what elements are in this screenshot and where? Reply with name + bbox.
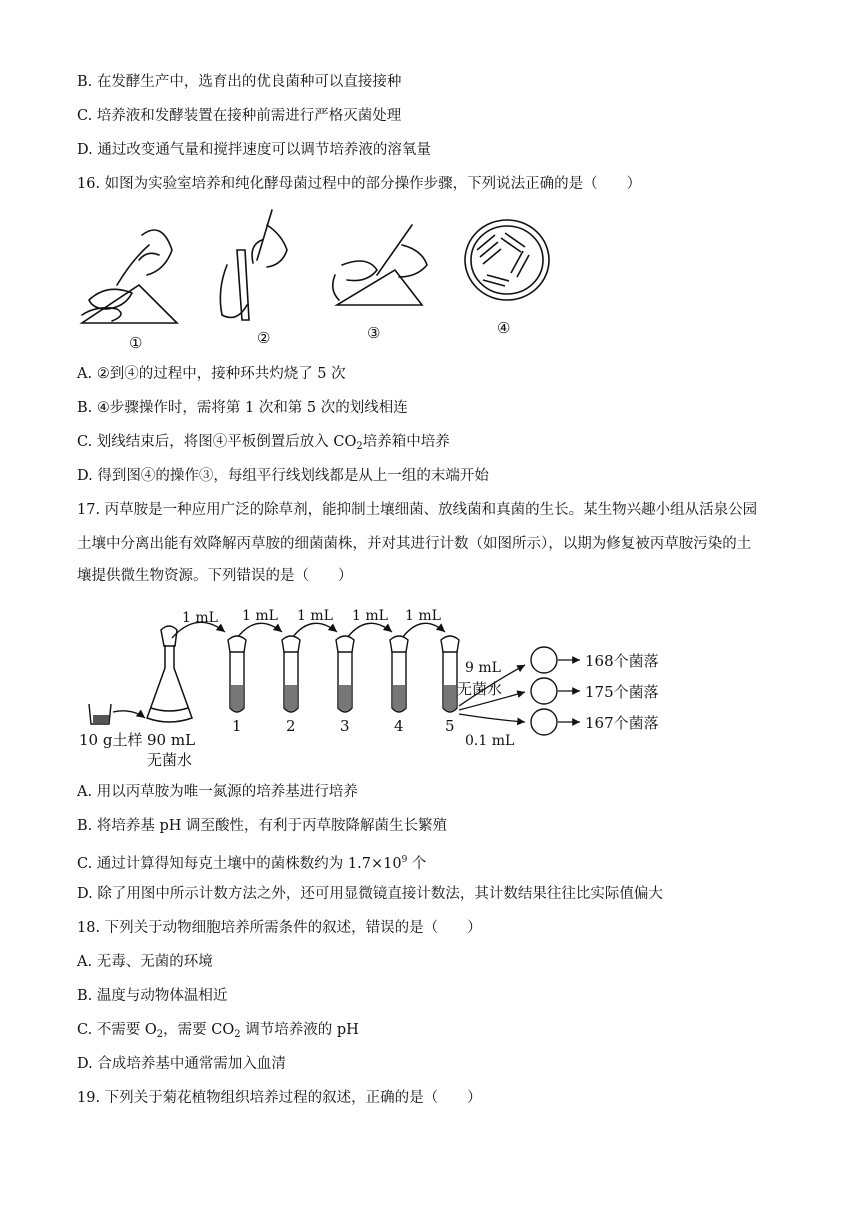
q16-option-d: D. 得到图④的操作③，每组平行线划线都是从上一组的末端开始	[77, 468, 489, 484]
tube-1	[228, 636, 246, 712]
step2-drawing	[220, 210, 287, 320]
step-label-1: ①	[129, 334, 143, 352]
colony-count-1: 168个菌落	[585, 652, 659, 670]
tube-volume-label: 9 mL	[465, 660, 501, 676]
test-tubes	[228, 636, 459, 712]
tube-label-1: 1	[232, 717, 242, 735]
q17-stem-line2: 土壤中分离出能有效降解丙草胺的细菌菌株，并对其进行计数（如图所示），以期为修复被丙草胺污染的土	[77, 536, 752, 552]
tube-water-label: 无菌水	[457, 680, 503, 698]
q17-option-b: B. 将培养基 pH 调至酸性，有利于丙草胺降解菌生长繁殖	[77, 818, 448, 834]
colony-count-2: 175个菌落	[585, 683, 659, 701]
q15-option-c: C. 培养液和发酵装置在接种前需进行严格灭菌处理	[77, 108, 402, 124]
transfer-label-4: 1 mL	[352, 608, 388, 624]
plate-1	[531, 647, 557, 673]
transfer-label-2: 1 mL	[242, 608, 278, 624]
tube-label-2: 2	[286, 717, 296, 735]
tube-3	[336, 636, 354, 712]
q17-option-c: C. 通过计算得知每克土壤中的菌株数约为 $1.7\times 10^9$ 个	[77, 855, 427, 872]
tube-5	[441, 636, 459, 712]
flask-water-label: 无菌水	[147, 751, 193, 769]
tube-label-4: 4	[394, 717, 404, 735]
q18-option-d: D. 合成培养基中通常需加入血清	[77, 1056, 286, 1072]
q18-stem: 18. 下列关于动物细胞培养所需条件的叙述，错误的是（ ）	[77, 920, 482, 936]
transfer-label-1: 1 mL	[182, 610, 218, 626]
step-label-3: ③	[367, 324, 381, 342]
q19-stem: 19. 下列关于菊花植物组织培养过程的叙述，正确的是（ ）	[77, 1090, 482, 1106]
q16-figure	[77, 205, 567, 355]
flask	[147, 626, 192, 722]
soil-label: 10 g土样	[79, 731, 143, 749]
step3-drawing	[333, 225, 427, 305]
q16-option-c: C. 划线结束后，将图④平板倒置后放入 $CO_2$培养箱中培养	[77, 434, 450, 452]
q17-stem-line3: 壤提供微生物资源。下列错误的是（ ）	[77, 568, 353, 584]
step4-petri-dish	[465, 220, 549, 300]
step1-drawing	[82, 230, 177, 323]
plates	[531, 647, 557, 735]
q18-option-b: B. 温度与动物体温相近	[77, 988, 228, 1004]
tube-4	[390, 636, 408, 712]
colony-count-3: 167个菌落	[585, 714, 659, 732]
q16-stem: 16. 如图为实验室培养和纯化酵母菌过程中的部分操作步骤，下列说法正确的是（ ）	[77, 176, 642, 192]
q15-option-d: D. 通过改变通气量和搅拌速度可以调节培养液的溶氧量	[77, 142, 431, 158]
transfer-label-5: 1 mL	[405, 608, 441, 624]
q16-option-a: A. ②到④的过程中，接种环共灼烧了 5 次	[77, 366, 346, 382]
transfer-label-3: 1 mL	[297, 608, 333, 624]
step-label-2: ②	[257, 329, 271, 347]
flask-volume-label: 90 mL	[147, 731, 196, 749]
soil-beaker	[89, 704, 111, 724]
q17-dilution-figure	[77, 600, 677, 770]
q18-option-a: A. 无毒、无菌的环境	[77, 954, 213, 970]
q16-option-b: B. ④步骤操作时，需将第 1 次和第 5 次的划线相连	[77, 400, 408, 416]
plating-volume-label: 0.1 mL	[465, 733, 515, 749]
tube-label-3: 3	[340, 717, 350, 735]
q18-option-c: C. 不需要 $O_2$，需要 $CO_2$ 调节培养液的 pH	[77, 1022, 359, 1040]
plate-2	[531, 678, 557, 704]
step-label-4: ④	[497, 319, 511, 337]
tube-label-5: 5	[445, 717, 455, 735]
tube-2	[282, 636, 300, 712]
q15-option-b: B. 在发酵生产中，选育出的优良菌种可以直接接种	[77, 74, 402, 90]
plate-3	[531, 709, 557, 735]
q17-option-d: D. 除了用图中所示计数方法之外，还可用显微镜直接计数法，其计数结果往往比实际值偏大	[77, 886, 663, 902]
q17-stem-line1: 17. 丙草胺是一种应用广泛的除草剂，能抑制土壤细菌、放线菌和真菌的生长。某生物兴趣小组从活泉公园	[77, 502, 758, 518]
q17-option-a: A. 用以丙草胺为唯一氮源的培养基进行培养	[77, 784, 358, 800]
